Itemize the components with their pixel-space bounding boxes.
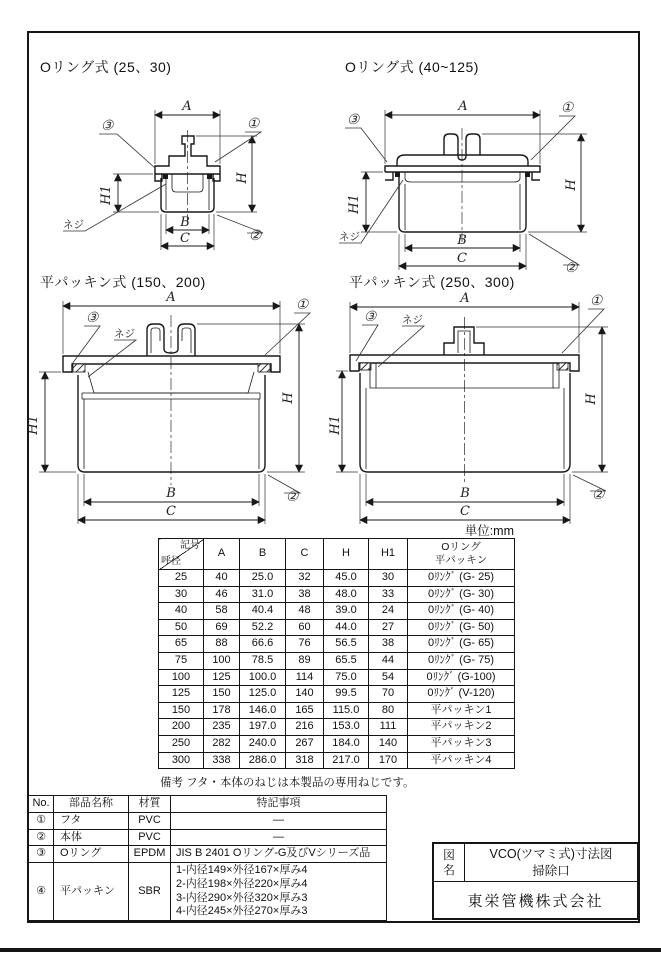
material-cell: SBR bbox=[129, 863, 171, 921]
value-cell: 240.0 bbox=[240, 735, 286, 752]
value-cell: 40 bbox=[204, 570, 240, 587]
dim-b bbox=[405, 233, 520, 252]
dim-h bbox=[197, 324, 305, 472]
part-label-1 bbox=[215, 116, 261, 162]
dimension-table-row bbox=[159, 652, 515, 669]
value-cell: 52.2 bbox=[240, 619, 286, 636]
parts-header-material: 材質 bbox=[129, 796, 171, 813]
material-cell: EPDM bbox=[129, 846, 171, 863]
symbol-header: 記号 bbox=[180, 540, 200, 551]
bore-cell: 65 bbox=[159, 636, 204, 653]
lid-outline bbox=[63, 356, 280, 372]
value-cell: 39.0 bbox=[324, 603, 369, 620]
part-label-2 bbox=[529, 234, 579, 276]
knob-prong-right-inner bbox=[182, 328, 191, 353]
value-cell: 80 bbox=[369, 702, 408, 719]
value-cell: 65.5 bbox=[324, 652, 369, 669]
knob-prong-right bbox=[178, 324, 195, 356]
bore-cell: 50 bbox=[159, 619, 204, 636]
dimension-table-row bbox=[159, 669, 515, 686]
parts-table-row bbox=[29, 812, 387, 829]
svg-text:②: ② bbox=[591, 487, 605, 503]
oring-right bbox=[207, 174, 212, 179]
bore-header: 呼径 bbox=[161, 555, 181, 567]
svg-text:③: ③ bbox=[363, 309, 377, 325]
svg-text:ネジ: ネジ bbox=[114, 328, 135, 340]
svg-text:③: ③ bbox=[100, 118, 114, 134]
seal-cell: 0ﾘﾝｸﾞ (G- 75) bbox=[408, 652, 515, 669]
value-cell: 99.5 bbox=[324, 686, 369, 703]
cap-cutaway bbox=[63, 324, 280, 399]
svg-text:①: ① bbox=[589, 293, 603, 309]
svg-text:H: H bbox=[281, 392, 296, 404]
value-cell: 88 bbox=[204, 636, 240, 653]
part-name-cell: Oリング bbox=[54, 846, 129, 863]
bottom-rule bbox=[0, 948, 661, 952]
parts-header-notes: 特記事項 bbox=[171, 796, 387, 813]
material-cell: PVC bbox=[129, 829, 171, 846]
drawing-name-label bbox=[434, 844, 465, 881]
value-cell: 40.4 bbox=[240, 603, 286, 620]
bore-cell: 40 bbox=[159, 603, 204, 620]
parts-header-name: 部品名称 bbox=[54, 796, 129, 813]
value-cell: 125.0 bbox=[240, 686, 286, 703]
value-cell: 286.0 bbox=[240, 752, 286, 769]
drawing-name-label-text: 図名 bbox=[442, 847, 455, 877]
svg-text:ネジ: ネジ bbox=[402, 314, 423, 326]
value-cell: 32 bbox=[286, 570, 324, 587]
dim-h1 bbox=[328, 371, 358, 472]
value-cell: 197.0 bbox=[240, 719, 286, 736]
svg-text:C: C bbox=[180, 231, 190, 246]
svg-text:C: C bbox=[457, 251, 467, 266]
value-cell: 235 bbox=[204, 719, 240, 736]
thread-label bbox=[63, 184, 166, 231]
seal-cell: 0ﾘﾝｸﾞ (G- 40) bbox=[408, 603, 515, 620]
svg-text:C: C bbox=[460, 504, 470, 519]
col-header-h: H bbox=[324, 539, 369, 570]
svg-text:A: A bbox=[460, 291, 470, 306]
seal-cell: 平パッキン3 bbox=[408, 735, 515, 752]
svg-text:H: H bbox=[235, 172, 250, 184]
dimension-table-header-row bbox=[159, 539, 515, 570]
seal-header-line2: 平パッキン bbox=[434, 554, 488, 566]
packing-right bbox=[258, 364, 270, 372]
svg-text:H1: H1 bbox=[26, 415, 41, 435]
value-cell: 45.0 bbox=[324, 570, 369, 587]
value-cell: 75.0 bbox=[324, 669, 369, 686]
value-cell: 58 bbox=[204, 603, 240, 620]
flange-outline bbox=[385, 166, 540, 180]
knob-prong-left-inner bbox=[151, 328, 160, 353]
part-label-2 bbox=[268, 475, 300, 505]
value-cell: 282 bbox=[204, 735, 240, 752]
notes-cell: JIS B 2401 Oリング-G及びVシリーズ品 bbox=[171, 846, 387, 863]
value-cell: 115.0 bbox=[324, 702, 369, 719]
knob-prong-left bbox=[444, 134, 458, 155]
svg-text:②: ② bbox=[564, 260, 578, 276]
bore-cell: 75 bbox=[159, 652, 204, 669]
seal-cell: 0ﾘﾝｸﾞ (G- 65) bbox=[408, 636, 515, 653]
part-name-cell: フタ bbox=[54, 812, 129, 829]
value-cell: 46 bbox=[204, 586, 240, 603]
value-cell: 76 bbox=[286, 636, 324, 653]
bore-cell: 150 bbox=[159, 702, 204, 719]
parts-table-row bbox=[29, 846, 387, 863]
dim-h bbox=[476, 327, 608, 472]
dim-h bbox=[482, 134, 587, 232]
part-number-cell: ② bbox=[29, 829, 54, 846]
unit-label: 単位:mm bbox=[464, 524, 514, 538]
diagram-oring-large bbox=[335, 90, 635, 285]
svg-text:ネジ: ネジ bbox=[63, 219, 84, 231]
dimension-table bbox=[158, 538, 515, 769]
knob-inner bbox=[458, 331, 470, 353]
svg-text:②: ② bbox=[285, 489, 299, 505]
bore-cell: 100 bbox=[159, 669, 204, 686]
value-cell: 60 bbox=[286, 619, 324, 636]
thread-label bbox=[88, 328, 136, 377]
value-cell: 31.0 bbox=[240, 586, 286, 603]
seal-cell: 0ﾘﾝｸﾞ (G-100) bbox=[408, 669, 515, 686]
bore-cell: 200 bbox=[159, 719, 204, 736]
svg-text:H1: H1 bbox=[347, 194, 362, 214]
col-header-a: A bbox=[204, 539, 240, 570]
svg-text:H1: H1 bbox=[328, 415, 343, 435]
value-cell: 33 bbox=[369, 586, 408, 603]
dim-h1 bbox=[347, 172, 397, 232]
svg-text:B: B bbox=[460, 486, 470, 501]
col-header-b: B bbox=[240, 539, 286, 570]
value-cell: 125 bbox=[204, 669, 240, 686]
col-header-c: C bbox=[286, 539, 324, 570]
value-cell: 89 bbox=[286, 652, 324, 669]
part-name-cell: 本体 bbox=[54, 829, 129, 846]
value-cell: 216 bbox=[286, 719, 324, 736]
value-cell: 184.0 bbox=[324, 735, 369, 752]
notes-cell: 1-内径149×外径167×厚み4 2-内径198×外径220×厚み4 3-内径290×外径320×厚み3 4-内径245×外径270×厚み3 bbox=[171, 863, 387, 921]
figure-title-oring-large: Oリング式 (40~125) bbox=[345, 59, 479, 75]
packing-left bbox=[73, 364, 85, 372]
title-block bbox=[432, 842, 639, 920]
cap-cutaway bbox=[385, 134, 540, 182]
value-cell: 38 bbox=[369, 636, 408, 653]
dimension-table-row bbox=[159, 719, 515, 736]
part-name-cell: 平パッキン bbox=[54, 863, 129, 921]
bore-cell: 125 bbox=[159, 686, 204, 703]
value-cell: 54 bbox=[369, 669, 408, 686]
seal-cell: 平パッキン1 bbox=[408, 702, 515, 719]
drawing-title bbox=[465, 844, 637, 881]
body-outline bbox=[399, 176, 526, 232]
value-cell: 318 bbox=[286, 752, 324, 769]
diagram-flat-packing-250-300 bbox=[328, 285, 632, 535]
dim-b bbox=[84, 474, 259, 506]
oring-left bbox=[163, 174, 168, 179]
part-label-3 bbox=[99, 118, 155, 168]
value-cell: 48 bbox=[286, 603, 324, 620]
dimension-table-row bbox=[159, 702, 515, 719]
value-cell: 27 bbox=[369, 619, 408, 636]
svg-text:C: C bbox=[166, 504, 176, 519]
part-number-cell: ④ bbox=[29, 863, 54, 921]
value-cell: 217.0 bbox=[324, 752, 369, 769]
part-label-3 bbox=[345, 112, 387, 162]
value-cell: 111 bbox=[369, 719, 408, 736]
value-cell: 70 bbox=[369, 686, 408, 703]
figure-title-oring-small: Oリング式 (25、30) bbox=[40, 59, 172, 75]
remark-note: 備考 フタ・本体のねじは本製品の専用ねじです。 bbox=[160, 777, 415, 789]
part-number-cell: ① bbox=[29, 812, 54, 829]
value-cell: 178 bbox=[204, 702, 240, 719]
figure-title-packing-250-300: 平パッキン式 (250、300) bbox=[349, 274, 515, 290]
bore-cell: 300 bbox=[159, 752, 204, 769]
drawing-title-line1: VCO(ツマミ式)寸法図 bbox=[489, 847, 613, 862]
knob-prong-right bbox=[466, 134, 480, 155]
value-cell: 44.0 bbox=[324, 619, 369, 636]
value-cell: 150 bbox=[204, 686, 240, 703]
seal-cell: 0ﾘﾝｸﾞ (G- 50) bbox=[408, 619, 515, 636]
value-cell: 338 bbox=[204, 752, 240, 769]
part-label-3 bbox=[356, 309, 378, 361]
parts-table-row bbox=[29, 829, 387, 846]
svg-text:B: B bbox=[457, 233, 467, 248]
dimension-table-row bbox=[159, 586, 515, 603]
seal-cell: 平パッキン2 bbox=[408, 719, 515, 736]
part-label-1 bbox=[531, 100, 575, 160]
svg-text:ネジ: ネジ bbox=[339, 231, 360, 243]
drawing-title-line2: 掃除口 bbox=[532, 863, 570, 878]
thread-label bbox=[378, 314, 424, 367]
value-cell: 38 bbox=[286, 586, 324, 603]
notes-cell: — bbox=[171, 829, 387, 846]
notes-cell: — bbox=[171, 812, 387, 829]
value-cell: 170 bbox=[369, 752, 408, 769]
part-number-cell: ③ bbox=[29, 846, 54, 863]
dimension-table-row bbox=[159, 686, 515, 703]
value-cell: 30 bbox=[369, 570, 408, 587]
value-cell: 69 bbox=[204, 619, 240, 636]
dimension-table-row bbox=[159, 619, 515, 636]
value-cell: 25.0 bbox=[240, 570, 286, 587]
svg-text:H1: H1 bbox=[99, 185, 114, 205]
parts-table-row bbox=[29, 863, 387, 921]
svg-text:②: ② bbox=[248, 228, 262, 244]
dimension-table-row bbox=[159, 735, 515, 752]
cap-skirt bbox=[405, 172, 520, 182]
dimension-table-body bbox=[159, 570, 515, 769]
body-cutaway bbox=[399, 176, 526, 232]
diagram-oring-small bbox=[55, 88, 305, 263]
diagonal-header-cell bbox=[159, 539, 204, 570]
svg-text:③: ③ bbox=[85, 310, 99, 326]
dimension-table-row bbox=[159, 636, 515, 653]
part-label-1 bbox=[562, 293, 604, 353]
value-cell: 114 bbox=[286, 669, 324, 686]
body-outline bbox=[78, 375, 265, 472]
value-cell: 78.5 bbox=[240, 652, 286, 669]
dim-h1 bbox=[26, 372, 76, 472]
part-label-2 bbox=[573, 475, 606, 503]
svg-text:A: A bbox=[458, 99, 468, 114]
col-header-h1: H1 bbox=[369, 539, 408, 570]
svg-text:H: H bbox=[564, 179, 579, 191]
value-cell: 165 bbox=[286, 702, 324, 719]
part-label-2 bbox=[217, 215, 263, 244]
seal-cell: 0ﾘﾝｸﾞ (G- 30) bbox=[408, 586, 515, 603]
seal-cell: 平パッキン4 bbox=[408, 752, 515, 769]
value-cell: 100.0 bbox=[240, 669, 286, 686]
value-cell: 66.6 bbox=[240, 636, 286, 653]
seal-cell: 0ﾘﾝｸﾞ (G- 25) bbox=[408, 570, 515, 587]
dimension-table-row bbox=[159, 603, 515, 620]
value-cell: 153.0 bbox=[324, 719, 369, 736]
body-cutaway bbox=[78, 375, 265, 472]
dimension-table-row bbox=[159, 752, 515, 769]
value-cell: 140 bbox=[369, 735, 408, 752]
value-cell: 56.5 bbox=[324, 636, 369, 653]
value-cell: 146.0 bbox=[240, 702, 286, 719]
value-cell: 100 bbox=[204, 652, 240, 669]
value-cell: 24 bbox=[369, 603, 408, 620]
parts-header-no: No. bbox=[29, 796, 54, 813]
col-header-seal bbox=[408, 539, 515, 570]
parts-table-header-row bbox=[29, 796, 387, 813]
company-name: 東栄管機株式会社 bbox=[467, 892, 604, 910]
dim-a bbox=[385, 99, 540, 164]
svg-text:③: ③ bbox=[346, 112, 360, 128]
dimension-table-row bbox=[159, 570, 515, 587]
bore-cell: 30 bbox=[159, 586, 204, 603]
parts-table bbox=[28, 795, 387, 921]
bore-cell: 25 bbox=[159, 570, 204, 587]
figure-title-packing-150-200: 平パッキン式 (150、200) bbox=[40, 274, 206, 290]
svg-text:A: A bbox=[166, 290, 176, 305]
svg-text:B: B bbox=[180, 215, 190, 230]
knob-prong-left bbox=[147, 324, 164, 356]
svg-text:①: ① bbox=[246, 116, 260, 132]
packing-left bbox=[360, 363, 371, 370]
diagram-flat-packing-150-200 bbox=[28, 285, 323, 535]
svg-text:①: ① bbox=[560, 100, 574, 116]
bore-cell: 250 bbox=[159, 735, 204, 752]
value-cell: 140 bbox=[286, 686, 324, 703]
svg-text:B: B bbox=[166, 486, 176, 501]
seal-cell: 0ﾘﾝｸﾞ (V-120) bbox=[408, 686, 515, 703]
value-cell: 48.0 bbox=[324, 586, 369, 603]
svg-text:A: A bbox=[182, 99, 192, 114]
material-cell: PVC bbox=[129, 812, 171, 829]
value-cell: 267 bbox=[286, 735, 324, 752]
svg-text:H: H bbox=[584, 393, 599, 405]
parts-table-body bbox=[29, 812, 387, 920]
dim-b bbox=[366, 474, 564, 506]
value-cell: 44 bbox=[369, 652, 408, 669]
seal-header-line1: Oリング bbox=[441, 540, 481, 553]
cap-cutaway bbox=[350, 327, 579, 388]
svg-text:①: ① bbox=[295, 297, 309, 313]
